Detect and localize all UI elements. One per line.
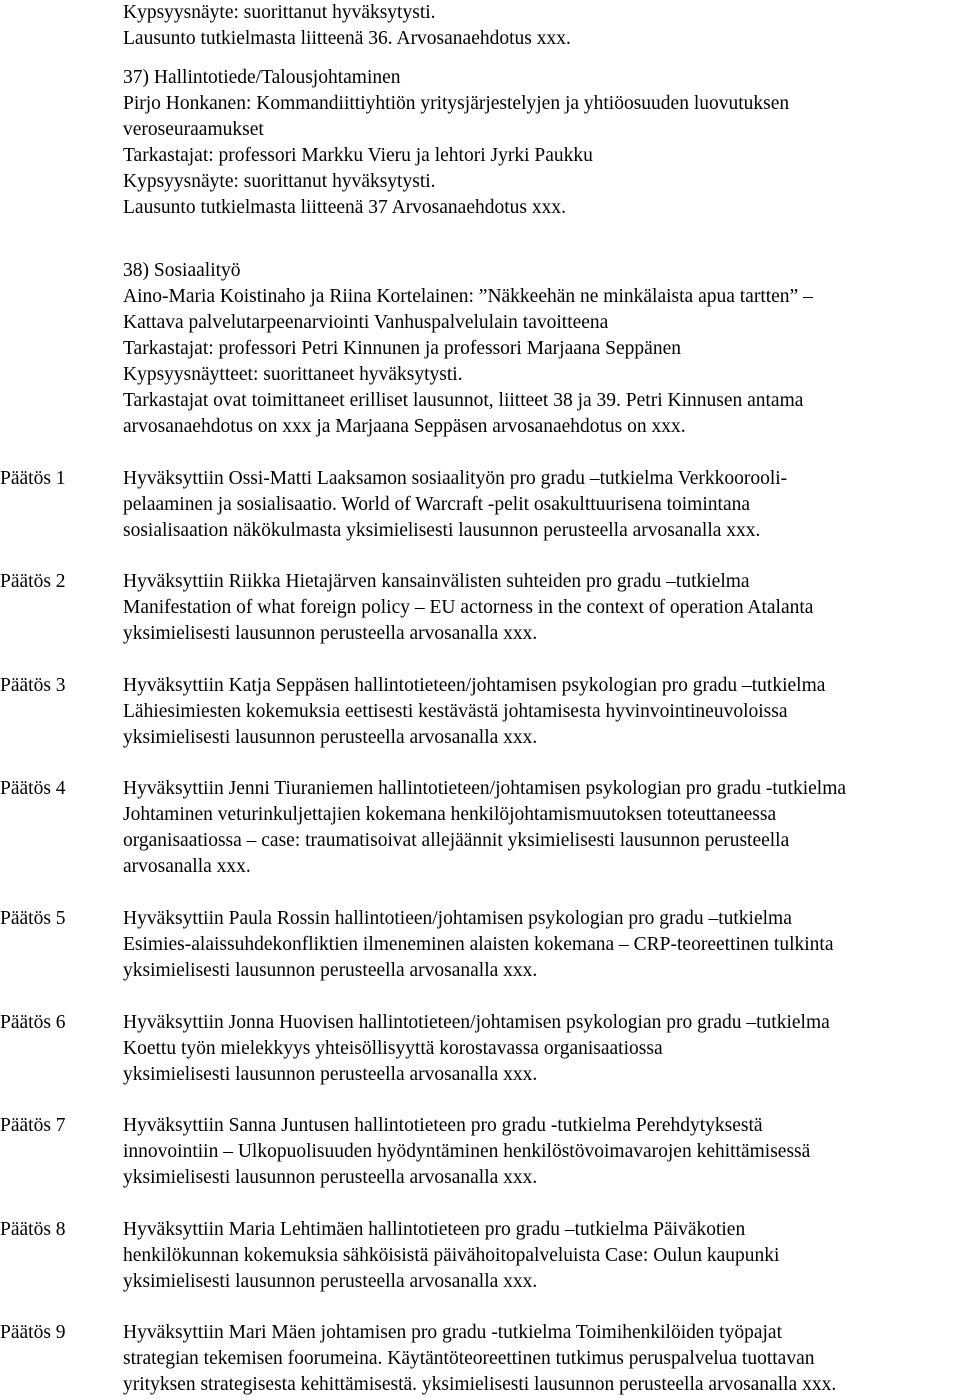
decision-text-line: yksimielisesti lausunnon perusteella arvosanalla xxx.: [123, 1271, 538, 1292]
decision-text: [123, 1320, 953, 1398]
decision-text-line: innovointiin – Ulkopuolisuuden hyödyntäminen henkilöstövoimavarojen kehittämisessä: [123, 1141, 811, 1162]
item-38-statement: Tarkastajat ovat toimittaneet erilliset lausunnot, liitteet 38 ja 39. Petri Kinnusen antama: [123, 390, 804, 411]
decision-label: Päätös 4: [0, 778, 66, 799]
decision-label: Päätös 9: [0, 1322, 66, 1343]
decision-text-line: yksimielisesti lausunnon perusteella arvosanalla xxx.: [123, 960, 538, 981]
decision-text-line: Hyväksyttiin Paula Rossin hallintotieen/johtamisen psykologian pro gradu –tutkielma: [123, 908, 792, 929]
decision-text-line: Hyväksyttiin Riikka Hietajärven kansainvälisten suhteiden pro gradu –tutkielma: [123, 571, 750, 592]
decision-label: Päätös 7: [0, 1115, 66, 1136]
decision-text-line: strategian tekemisen foorumeina. Käytäntöteoreettinen tutkimus peruspalvelua tuottavan: [123, 1348, 815, 1369]
intro-maturity-line: Kypsyysnäyte: suorittanut hyväksytysti.: [123, 2, 436, 23]
item-37-title: Pirjo Honkanen: Kommandiittiyhtiön yritysjärjestelyjen ja yhtiöosuuden luovutuksen: [123, 93, 790, 114]
decision-text-line: yksimielisesti lausunnon perusteella arvosanalla xxx.: [123, 1064, 538, 1085]
decision-text-line: Hyväksyttiin Jenni Tiuraniemen hallintotieteen/johtamisen psykologian pro gradu -tutkielma: [123, 778, 847, 799]
decision-text-line: Johtaminen veturinkuljettajien kokemana henkilöjohtamismuutoksen toteuttaneessa: [123, 804, 777, 825]
decision-text-line: Lähiesimiesten kokemuksia eettisesti kestävästä johtamisesta hyvinvointineuvoloissa: [123, 701, 788, 722]
decision-text-line: yrityksen strategisesta kehittämisestä. yksimielisesti lausunnon perusteella arvosanalla xxx.: [123, 1374, 837, 1395]
item-37-heading: 37) Hallintotiede/Talousjohtaminen: [123, 67, 401, 88]
decision-text-line: pelaaminen ja sosialisaatio. World of Warcraft -pelit osakulttuurisena toimintana: [123, 494, 750, 515]
decision-text: [123, 673, 953, 751]
decision-text: [123, 569, 953, 647]
decision-label: Päätös 6: [0, 1012, 66, 1033]
decision-text-line: Hyväksyttiin Katja Seppäsen hallintotieteen/johtamisen psykologian pro gradu –tutkielma: [123, 675, 826, 696]
decision-text-line: organisaatiossa – case: traumatisoivat allejäännit yksimielisesti lausunnon perusteella: [123, 830, 790, 851]
item-38-examiners: Tarkastajat: professori Petri Kinnunen ja professori Marjaana Seppänen: [123, 338, 681, 359]
decision-text-line: arvosanalla xxx.: [123, 856, 251, 877]
decision-text-line: yksimielisesti lausunnon perusteella arvosanalla xxx.: [123, 727, 538, 748]
decision-text-line: Esimies-alaissuhdekonfliktien ilmeneminen alaisten kokemana – CRP-teoreettinen tulkinta: [123, 934, 834, 955]
decision-label: Päätös 1: [0, 468, 66, 489]
decision-text: [123, 906, 953, 984]
item-37-maturity: Kypsyysnäyte: suorittanut hyväksytysti.: [123, 171, 436, 192]
decision-text-line: Hyväksyttiin Mari Mäen johtamisen pro gradu -tutkielma Toimihenkilöiden työpajat: [123, 1322, 782, 1343]
decision-text-line: Hyväksyttiin Sanna Juntusen hallintotieteen pro gradu -tutkielma Perehdytyksestä: [123, 1115, 763, 1136]
item-37-examiners: Tarkastajat: professori Markku Vieru ja lehtori Jyrki Paukku: [123, 145, 593, 166]
decision-text-line: yksimielisesti lausunnon perusteella arvosanalla xxx.: [123, 623, 538, 644]
item-37-block: [123, 65, 953, 221]
decision-text: [123, 466, 953, 544]
decision-text-line: henkilökunnan kokemuksia sähköisistä päivähoitopalveluista Case: Oulun kaupunki: [123, 1245, 780, 1266]
decision-label: Päätös 3: [0, 675, 66, 696]
intro-block: [123, 0, 953, 52]
decision-text: [123, 1010, 953, 1088]
item-38-title-cont: Kattava palvelutarpeenarviointi Vanhuspalvelulain tavoitteena: [123, 312, 609, 333]
item-38-title: Aino-Maria Koistinaho ja Riina Kortelainen: ”Näkkeehän ne minkälaista apua tartten” –: [123, 286, 813, 307]
item-37-title-cont: veroseuraamukset: [123, 119, 264, 140]
decision-label: Päätös 2: [0, 571, 66, 592]
decision-text: [123, 1113, 953, 1191]
item-38-statement-cont: arvosanaehdotus on xxx ja Marjaana Seppäsen arvosanaehdotus on xxx.: [123, 416, 686, 437]
decision-text-line: Manifestation of what foreign policy – EU actorness in the context of operation Atalanta: [123, 597, 814, 618]
decision-text: [123, 776, 953, 880]
decision-text-line: sosialisaation näkökulmasta yksimielisesti lausunnon perusteella arvosanalla xxx.: [123, 520, 761, 541]
decision-text-line: Hyväksyttiin Ossi-Matti Laaksamon sosiaalityön pro gradu –tutkielma Verkkoorooli-: [123, 468, 788, 489]
decision-text: [123, 1217, 953, 1295]
decision-text-line: Koettu työn mielekkyys yhteisöllisyyttä korostavassa organisaatiossa: [123, 1038, 663, 1059]
decision-label: Päätös 8: [0, 1219, 66, 1240]
decision-text-line: Hyväksyttiin Maria Lehtimäen hallintotieteen pro gradu –tutkielma Päiväkotien: [123, 1219, 746, 1240]
item-37-statement: Lausunto tutkielmasta liitteenä 37 Arvosanaehdotus xxx.: [123, 197, 566, 218]
decision-text-line: Hyväksyttiin Jonna Huovisen hallintotieteen/johtamisen psykologian pro gradu –tutkielma: [123, 1012, 830, 1033]
item-38-block: [123, 258, 953, 440]
decision-label: Päätös 5: [0, 908, 66, 929]
item-38-heading: 38) Sosiaalityö: [123, 260, 241, 281]
item-38-maturity: Kypsyysnäytteet: suorittaneet hyväksytysti.: [123, 364, 463, 385]
decision-text-line: yksimielisesti lausunnon perusteella arvosanalla xxx.: [123, 1167, 538, 1188]
intro-statement-line: Lausunto tutkielmasta liitteenä 36. Arvosanaehdotus xxx.: [123, 28, 571, 49]
